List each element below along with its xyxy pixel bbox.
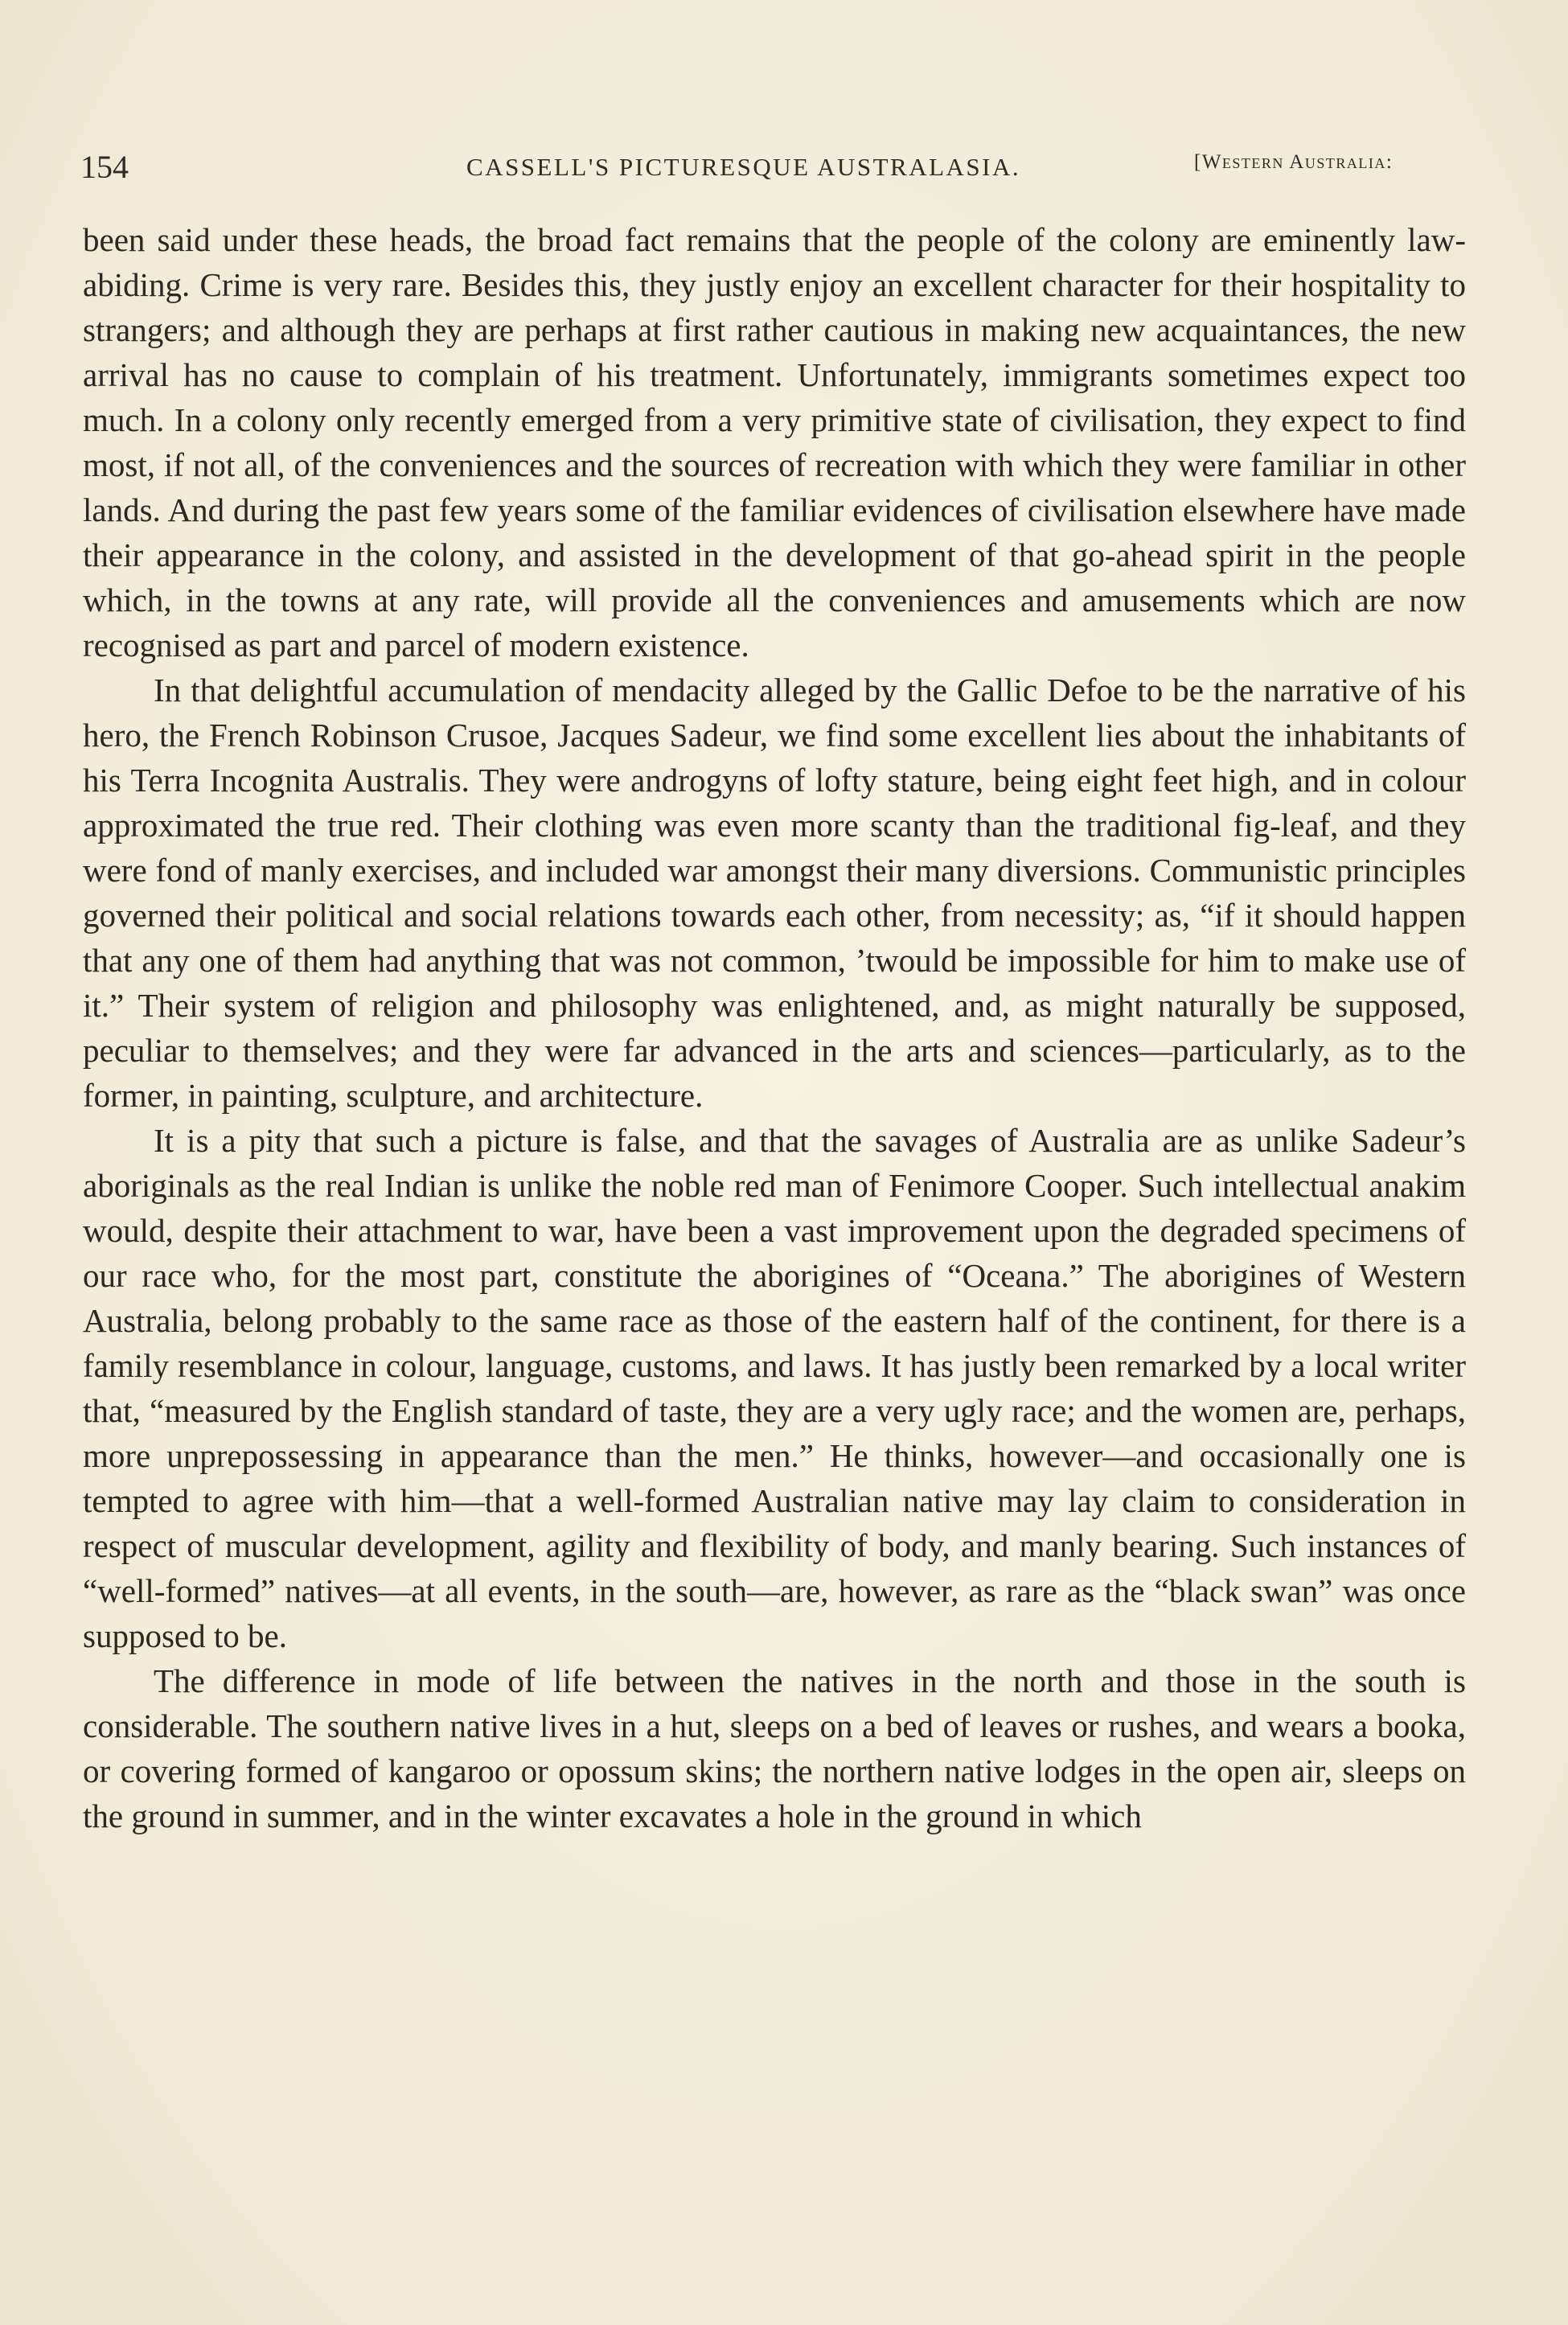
paragraph-3: It is a pity that such a picture is false, and that the savages of Australia are as unlike Sadeur’s aboriginals as the real Indian is unlike the noble red man of Fenimore Cooper. Such intellectual anakim would, despite their attachment to war, have been a vast improvement upon the degraded specimens of our race who, for the most part, constitute the aborigines of “Oceana.” The aborigines of Western Australia, belong probably to the same race as those of the eastern half of the continent, for there is a family resemblance in colour, language, customs, and laws. It has justly been remarked by a local writer that, “measured by the English standard of taste, they are a very ugly race; and the women are, perhaps, more unprepossessing in appearance than the men.” He thinks, however—and occasionally one is tempted to agree with him—that a well-formed Australian native may lay claim to consideration in respect of muscular development, agility and flexibility of body, and manly bearing. Such instances of “well-formed” natives—at all events, in the south—are, however, as rare as the “black swan” was once supposed to be. <box>83 1122 1466 1654</box>
section-label: [Western Australia: <box>1194 151 1394 173</box>
paragraph-2: In that delightful accumulation of mendacity alleged by the Gallic Defoe to be the narrative of his hero, the French Robinson Crusoe, Jacques Sadeur, we find some excellent lies about the inhabitants of his Terra Incognita Australis. They were androgyns of lofty stature, being eight feet high, and in colour approximated the true red. Their clothing was even more scanty than the traditional fig-leaf, and they were fond of manly exercises, and included war amongst their many diversions. Communistic principles governed their political and social relations towards each other, from necessity; as, “if it should happen that any one of them had anything that was not common, ’twould be impossible for him to make use of it.” Their system of religion and philosophy was enlightened, and, as might naturally be supposed, peculiar to themselves; and they were far advanced in the arts and sciences—particularly, as to the former, in painting, sculpture, and architecture. <box>83 672 1466 1114</box>
paragraph-4: The difference in mode of life between the natives in the north and those in the south is considerable. The southern native lives in a hut, sleeps on a bed of leaves or rushes, and wears a booka, or covering formed of kangaroo or opossum skins; the northern native lodges in the open air, sleeps on the ground in summer, and in the winter excavates a hole in the ground in which <box>83 1662 1466 1834</box>
page-number: 154 <box>80 149 129 185</box>
running-title: CASSELL'S PICTURESQUE AUSTRALASIA. <box>466 153 1021 181</box>
body-text <box>83 217 1466 1838</box>
page-header <box>80 143 1463 191</box>
paragraph-1: been said under these heads, the broad fact remains that the people of the colony are eminently law-abiding. Crime is very rare. Besides this, they justly enjoy an excellent character for their hospitality to strangers; and although they are perhaps at first rather cautious in making new acquaintances, the new arrival has no cause to complain of his treatment. Unfortunately, immigrants sometimes expect too much. In a colony only recently emerged from a very primitive state of civilisation, they expect to find most, if not all, of the conveniences and the sources of recreation with which they were familiar in other lands. And during the past few years some of the familiar evidences of civilisation elsewhere have made their appearance in the colony, and assisted in the development of that go-ahead spirit in the people which, in the towns at any rate, will provide all the conveniences and amusements which are now recognised as part and parcel of modern existence. <box>83 221 1466 663</box>
